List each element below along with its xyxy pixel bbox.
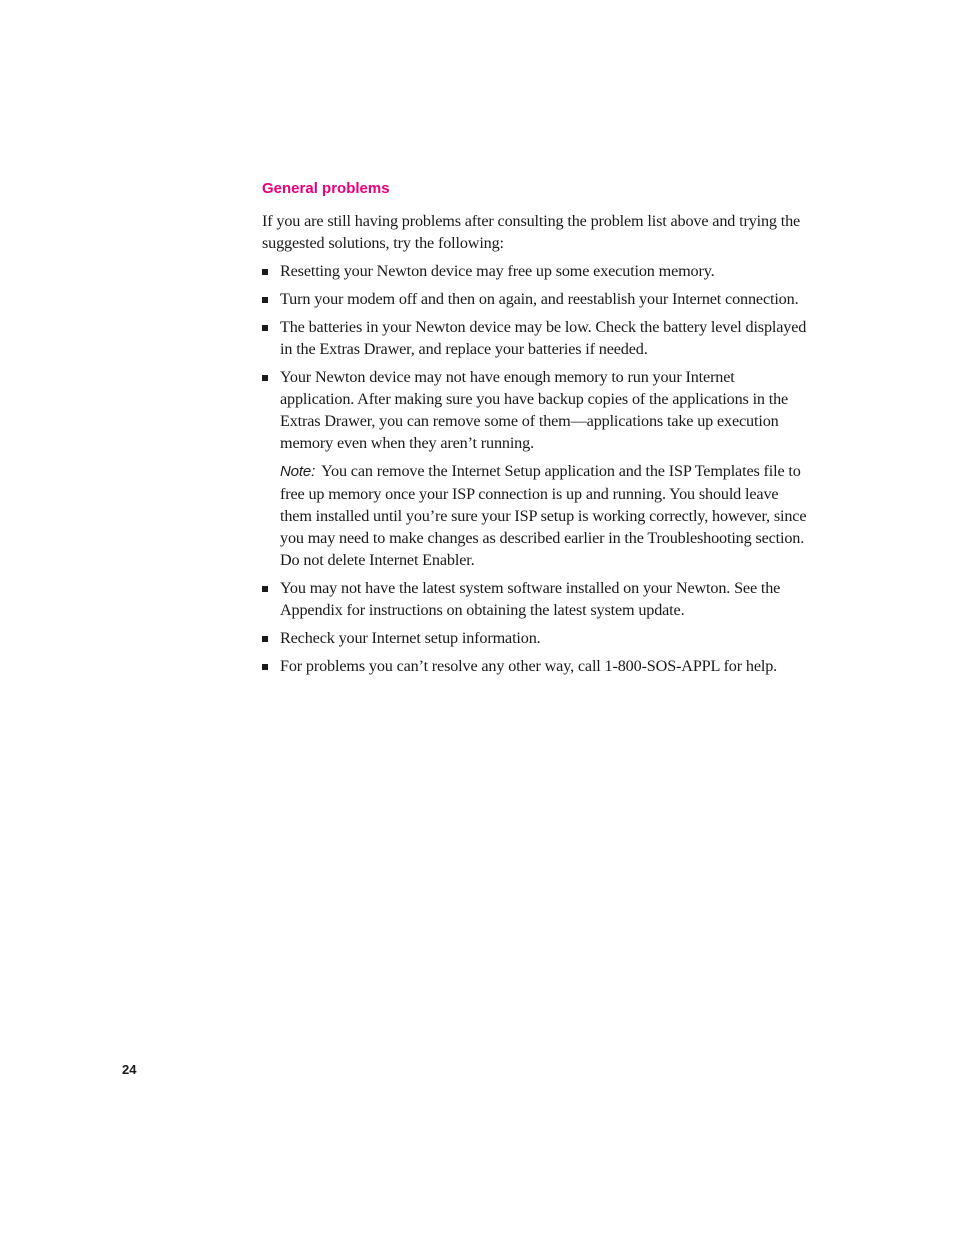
list-item: [262, 627, 807, 649]
list-item-text: Your Newton device may not have enough memory to run your Internet application. After making sure you have backup copies of the applications in the Extras Drawer, you can remove some of them—applications take up execution memory even when they aren’t running.: [280, 368, 789, 452]
suggestion-list: [262, 260, 807, 677]
list-item: [262, 655, 807, 677]
list-item-text: You may not have the latest system software installed on your Newton. See the Appendix for instructions on obtaining the latest system update.: [280, 579, 781, 619]
list-item-text: Recheck your Internet setup information.: [280, 629, 541, 647]
square-bullet-icon: [262, 269, 268, 275]
square-bullet-icon: [262, 297, 268, 303]
note-label: Note:: [280, 463, 316, 480]
square-bullet-icon: [262, 664, 268, 670]
list-item-text: Resetting your Newton device may free up some execution memory.: [280, 262, 715, 280]
list-item-text: Turn your modem off and then on again, and reestablish your Internet connection.: [280, 290, 799, 308]
list-item-text: The batteries in your Newton device may be low. Check the battery level displayed in the Extras Drawer, and replace your batteries if needed.: [280, 318, 807, 358]
list-item: [262, 366, 807, 571]
section-heading: General problems: [262, 180, 390, 197]
section-body: [262, 210, 807, 683]
list-item-text: For problems you can’t resolve any other way, call 1-800-SOS-APPL for help.: [280, 657, 778, 675]
note-paragraph: [280, 460, 807, 571]
square-bullet-icon: [262, 325, 268, 331]
list-item: [262, 316, 807, 360]
square-bullet-icon: [262, 586, 268, 592]
list-item: [262, 577, 807, 621]
page-number: 24: [122, 1062, 137, 1077]
list-item: [262, 260, 807, 282]
square-bullet-icon: [262, 636, 268, 642]
square-bullet-icon: [262, 375, 268, 381]
note-text: You can remove the Internet Setup application and the ISP Templates file to free up memory once your ISP connection is up and running. You should leave them installed until you’re sure your ISP setup is working correctly, however, since you may need to make changes as described earlier in the Troubleshooting section. Do not delete Internet Enabler.: [280, 462, 807, 569]
list-item: [262, 288, 807, 310]
intro-paragraph: If you are still having problems after consulting the problem list above and trying the suggested solutions, try the following:: [262, 212, 801, 252]
